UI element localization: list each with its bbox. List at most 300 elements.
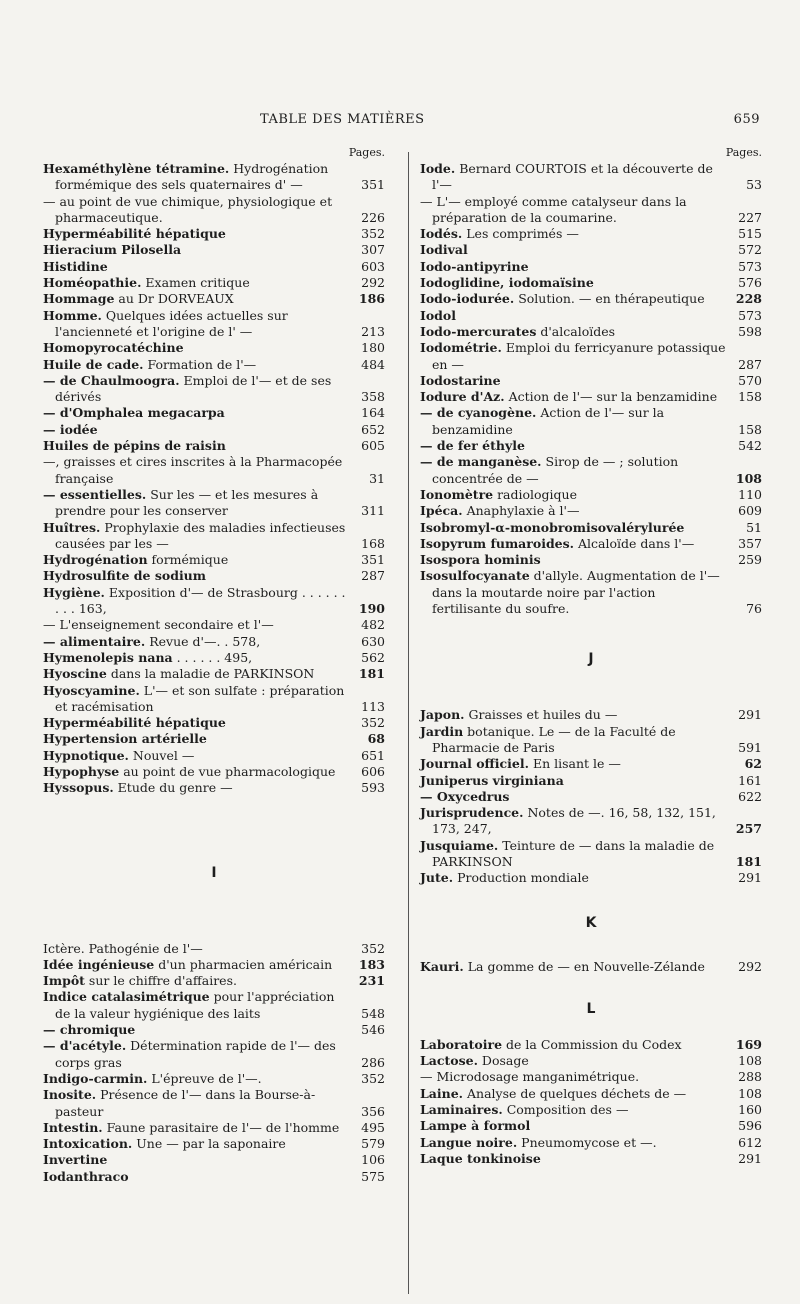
entry-page: 227	[738, 209, 762, 225]
entry-page: 598	[738, 323, 762, 339]
entry-description: — L'enseignement secondaire et l'—	[43, 617, 274, 633]
entry-text	[420, 1069, 728, 1085]
entry-heading: Journal officiel.	[420, 756, 529, 772]
entry-description: Emploi du ferricyanure potassique en —	[432, 340, 726, 372]
entry-page: 593	[361, 780, 385, 796]
pages-label: Pages.	[725, 146, 762, 159]
entry-heading: Hypophyse	[43, 763, 120, 779]
entry-page: 596	[738, 1118, 762, 1134]
entry-text	[420, 568, 728, 617]
entry-page: 108	[735, 470, 762, 486]
entry-page: 161	[738, 772, 762, 788]
entry-text	[420, 536, 728, 552]
entry-page: 482	[361, 617, 385, 633]
entry-description: Prophylaxie des maladies infectieuses causées par les —	[55, 519, 346, 551]
index-entry	[420, 454, 762, 487]
index-entry	[420, 756, 762, 772]
entry-heading: — alimentaire.	[43, 633, 146, 649]
entry-page: 286	[361, 1054, 385, 1070]
index-entry	[420, 291, 762, 307]
entry-text	[420, 756, 728, 772]
index-entry	[420, 226, 762, 242]
index-entry	[420, 1151, 762, 1167]
entry-page: 291	[738, 1150, 762, 1166]
entry-page: 160	[738, 1102, 762, 1118]
entry-page: 603	[361, 258, 385, 274]
right-column	[420, 145, 762, 1167]
entry-text	[43, 989, 351, 1022]
index-entry	[43, 957, 385, 973]
entry-description: Détermination rapide de l'— des corps gras	[55, 1038, 336, 1070]
entry-description: d'allyle. Augmentation de l'— dans la moutarde noire par l'action fertilisante du soufre.	[432, 568, 720, 617]
index-entry	[43, 634, 385, 650]
index-entry	[420, 870, 762, 886]
index-entry	[420, 1069, 762, 1085]
entry-heading: Hyssopus.	[43, 780, 114, 796]
entry-text	[420, 724, 728, 757]
entry-heading: Langue noire.	[420, 1134, 518, 1150]
section-letter-i: I	[211, 864, 217, 881]
entry-description: Production mondiale	[453, 870, 589, 886]
index-entry	[420, 324, 762, 340]
entry-description: Composition des —	[502, 1102, 629, 1118]
entry-heading: Iodo-antipyrine	[420, 258, 529, 274]
index-entry	[420, 275, 762, 291]
entry-heading: Jute.	[420, 870, 454, 886]
entry-page: 287	[738, 356, 762, 372]
left-column	[43, 145, 385, 1185]
entry-page: 113	[361, 698, 385, 714]
entry-description: Ictère. Pathogénie de l'—	[43, 940, 203, 956]
entry-page: 591	[738, 739, 762, 755]
entry-text	[43, 780, 351, 796]
entry-heading: Indice catalasimétrique	[43, 989, 210, 1005]
entry-heading: Huiles de pépins de raisin	[43, 438, 226, 454]
entry-text	[420, 1118, 728, 1134]
entry-text	[43, 1038, 351, 1071]
entry-description: pour l'appréciation de la valeur hygiénique des laits	[55, 989, 335, 1021]
entry-description: Présence de l'— dans la Bourse-à-pasteur	[55, 1087, 316, 1119]
index-entry	[43, 308, 385, 341]
entry-heading: Hyperméabilité hépatique	[43, 715, 226, 731]
entry-description: Nouvel —	[128, 747, 195, 763]
entry-description: au Dr DORVEAUX	[114, 291, 234, 307]
entry-heading: Hommage	[43, 291, 115, 307]
entry-page: 257	[735, 821, 762, 837]
entry-page: 31	[369, 470, 385, 486]
entry-heading: Hypnotique.	[43, 747, 129, 763]
entry-heading: Hyoscyamine.	[43, 682, 140, 698]
entry-description: dans la maladie de PARKINSON	[106, 666, 315, 682]
entry-description: Action de l'— sur la benzamidine	[432, 405, 665, 437]
entry-page: 158	[738, 421, 762, 437]
entry-page: 186	[358, 291, 385, 307]
entry-heading: Iodostarine	[420, 372, 501, 388]
entry-heading: Homme.	[43, 307, 102, 323]
entry-description: de la Commission du Codex	[502, 1036, 682, 1052]
index-entry	[420, 536, 762, 552]
entry-text	[420, 1053, 728, 1069]
entry-text	[420, 1086, 728, 1102]
entry-page: 110	[738, 486, 762, 502]
entry-heading: Lactose.	[420, 1053, 478, 1069]
entry-heading: Inosite.	[43, 1087, 97, 1103]
entry-description: Graisses et huiles du —	[464, 707, 618, 723]
entry-list-l	[420, 1037, 762, 1167]
entry-text	[43, 973, 351, 989]
entry-text	[420, 1102, 728, 1118]
entry-list-k	[420, 959, 762, 975]
index-entry	[420, 340, 762, 373]
entry-heading: Kauri.	[420, 958, 464, 974]
entry-page: 562	[361, 649, 385, 665]
entry-description: Hydrogénation formémique des sels quaternaires d' —	[55, 161, 329, 193]
index-entry	[420, 308, 762, 324]
entry-heading: Huîtres.	[43, 519, 101, 535]
entry-text	[420, 291, 728, 307]
entry-description: Analyse de quelques déchets de —	[463, 1085, 687, 1101]
entry-text	[43, 683, 351, 716]
pages-label: Pages.	[348, 146, 385, 159]
index-entry	[420, 838, 762, 871]
entry-text	[43, 1071, 351, 1087]
entry-page: 183	[358, 956, 385, 972]
index-entry	[420, 438, 762, 454]
entry-text	[420, 194, 728, 227]
entry-page: 515	[738, 226, 762, 242]
index-entry	[420, 1086, 762, 1102]
entry-page: 307	[361, 242, 385, 258]
entry-page: 575	[361, 1168, 385, 1184]
index-entry	[43, 941, 385, 957]
section-letter-k: K	[585, 914, 597, 931]
entry-page: 548	[361, 1005, 385, 1021]
entry-heading: — iodée	[43, 421, 98, 437]
entry-text	[43, 308, 351, 341]
entry-heading: Homéopathie.	[43, 275, 142, 291]
entry-description: L'épreuve de l'—.	[147, 1070, 262, 1086]
entry-text	[420, 520, 728, 536]
entry-text	[43, 617, 351, 633]
entry-heading: Huile de cade.	[43, 356, 144, 372]
entry-text	[43, 438, 351, 454]
entry-text	[43, 731, 351, 747]
entry-page: 352	[361, 940, 385, 956]
index-entry	[43, 650, 385, 666]
entry-text	[420, 1135, 728, 1151]
index-entry	[43, 568, 385, 584]
entry-heading: — de Chaulmoogra.	[43, 372, 180, 388]
entry-description: Une — par la saponaire	[132, 1136, 286, 1152]
entry-heading: Iodo-mercurates	[420, 323, 537, 339]
entry-text	[420, 959, 728, 975]
entry-page: 495	[361, 1119, 385, 1135]
entry-text	[420, 870, 728, 886]
entry-heading: Hydrogénation	[43, 552, 148, 568]
entry-text	[43, 520, 351, 553]
entry-text	[43, 161, 351, 194]
entry-description: — au point de vue chimique, physiologique et pharmaceutique.	[43, 193, 333, 225]
entry-page: 605	[361, 438, 385, 454]
entry-page: 228	[735, 291, 762, 307]
entry-text	[43, 957, 351, 973]
entry-heading: Hexaméthylène tétramine.	[43, 161, 230, 176]
entry-text	[420, 707, 728, 723]
index-entry	[420, 707, 762, 723]
entry-text	[43, 357, 351, 373]
index-entry	[420, 789, 762, 805]
entry-text	[43, 634, 351, 650]
entry-page: 576	[738, 275, 762, 291]
index-entry	[43, 454, 385, 487]
entry-page: 652	[361, 421, 385, 437]
entry-description: La gomme de — en Nouvelle-Zélande	[463, 958, 705, 974]
index-entry	[43, 226, 385, 242]
entry-description: Examen critique	[141, 275, 250, 291]
entry-text	[420, 275, 728, 291]
entry-heading: Hymenolepis nana	[43, 649, 173, 665]
entry-heading: Iodanthraco	[43, 1168, 129, 1184]
entry-description: Solution. — en thérapeutique	[514, 291, 705, 307]
entry-text	[43, 650, 351, 666]
entry-description: radiologique	[493, 486, 578, 502]
entry-page: 68	[367, 731, 385, 747]
entry-page: 190	[358, 601, 385, 617]
entry-heading: Hieracium Pilosella	[43, 242, 182, 258]
entry-heading: Iodure d'Az.	[420, 389, 505, 405]
entry-heading: Isospora hominis	[420, 552, 541, 568]
entry-page: 106	[361, 1152, 385, 1168]
entry-page: 352	[361, 715, 385, 731]
entry-page: 231	[358, 973, 385, 989]
entry-description: Quelques idées actuelles sur l'ancienneté et l'origine de l' —	[55, 307, 288, 339]
entry-text	[420, 438, 728, 454]
entry-description: d'un pharmacien américain	[154, 956, 333, 972]
entry-text	[43, 715, 351, 731]
entry-heading: — de cyanogène.	[420, 405, 537, 421]
entry-text	[420, 161, 728, 194]
entry-text	[43, 291, 351, 307]
section-letter-j: J	[588, 651, 594, 668]
entry-text	[43, 226, 351, 242]
entry-heading: — d'acétyle.	[43, 1038, 127, 1054]
entry-page: 630	[361, 633, 385, 649]
entry-heading: Hydrosulfite de sodium	[43, 568, 207, 584]
entry-page: 351	[361, 552, 385, 568]
index-entry	[43, 291, 385, 307]
entry-text	[420, 503, 728, 519]
entry-text	[420, 259, 728, 275]
entry-description: Etude du genre —	[113, 780, 233, 796]
entry-description: Dosage	[477, 1053, 529, 1069]
entry-heading: Idée ingénieuse	[43, 956, 155, 972]
entry-text	[43, 748, 351, 764]
entry-heading: Juniperus virginiana	[420, 772, 564, 788]
index-entry	[420, 1053, 762, 1069]
entry-description: Notes de —. 16, 58, 132, 151, 173, 247,	[432, 805, 716, 837]
entry-text	[420, 226, 728, 242]
index-entry	[420, 259, 762, 275]
entry-page: 169	[735, 1036, 762, 1052]
entry-text	[43, 422, 351, 438]
entry-heading: Lampe à formol	[420, 1118, 531, 1134]
entry-heading: — essentielles.	[43, 486, 147, 502]
entry-page: 358	[361, 389, 385, 405]
entry-page: 292	[361, 275, 385, 291]
entry-page: 570	[738, 372, 762, 388]
index-entry	[43, 487, 385, 520]
entry-page: 291	[738, 707, 762, 723]
entry-text	[420, 838, 728, 871]
entry-heading: Laque tonkinoise	[420, 1150, 541, 1166]
index-entry	[420, 805, 762, 838]
entry-heading: Jurisprudence.	[420, 805, 524, 821]
entry-page: 181	[358, 666, 385, 682]
entry-heading: Iodés.	[420, 226, 463, 242]
entry-text	[420, 552, 728, 568]
index-entry	[43, 161, 385, 194]
entry-heading: Jardin	[420, 723, 464, 739]
entry-page: 351	[361, 177, 385, 193]
entry-heading: Japon.	[420, 707, 465, 723]
index-entry	[420, 1135, 762, 1151]
entry-list-j	[420, 707, 762, 886]
entry-heading: Iodo-iodurée.	[420, 291, 515, 307]
entry-page: 579	[361, 1136, 385, 1152]
index-entry	[43, 552, 385, 568]
entry-page: 572	[738, 242, 762, 258]
entry-text	[420, 373, 728, 389]
entry-page: 573	[738, 258, 762, 274]
entry-description: Anaphylaxie à l'—	[462, 503, 580, 519]
entry-heading: Laboratoire	[420, 1036, 503, 1052]
entry-heading: Impôt	[43, 973, 85, 989]
index-entry	[43, 405, 385, 421]
entry-page: 606	[361, 763, 385, 779]
entry-page: 352	[361, 1070, 385, 1086]
entry-page: 573	[738, 307, 762, 323]
entry-page: 213	[361, 323, 385, 339]
page-number: 659	[733, 112, 760, 127]
entry-heading: — Oxycedrus	[420, 788, 510, 804]
entry-heading: Laine.	[420, 1085, 464, 1101]
entry-description: L'— et son sulfate : préparation et racémisation	[55, 682, 345, 714]
entry-description: — L'— employé comme catalyseur dans la préparation de la coumarine.	[420, 193, 687, 225]
entry-page: 542	[738, 438, 762, 454]
entry-heading: Histidine	[43, 258, 108, 274]
entry-page: 651	[361, 747, 385, 763]
section-letter-l: L	[586, 1000, 596, 1017]
entry-page: 356	[361, 1103, 385, 1119]
entry-heading: Isopyrum fumaroides.	[420, 535, 575, 551]
entry-text	[420, 242, 728, 258]
entry-text	[43, 1136, 351, 1152]
entry-description: Bernard COURTOIS et la découverte de l'—	[432, 161, 713, 193]
entry-page: 51	[746, 519, 762, 535]
entry-page: 108	[738, 1085, 762, 1101]
entry-text	[420, 324, 728, 340]
index-entry	[43, 666, 385, 682]
entry-description: sur le chiffre d'affaires.	[84, 973, 237, 989]
entry-text	[43, 666, 351, 682]
entry-description: d'alcaloïdes	[536, 323, 616, 339]
entry-text	[43, 941, 351, 957]
entry-heading: Iodométrie.	[420, 340, 502, 356]
entry-heading: Jusquiame.	[420, 837, 499, 853]
entry-page: 311	[361, 503, 385, 519]
entry-text	[43, 454, 351, 487]
entry-heading: Indigo-carmin.	[43, 1070, 148, 1086]
entry-page: 62	[744, 756, 762, 772]
index-entry	[420, 487, 762, 503]
index-entry	[43, 585, 385, 618]
index-entry	[420, 959, 762, 975]
entry-page: 226	[361, 209, 385, 225]
index-entry	[43, 1169, 385, 1185]
entry-text	[43, 1120, 351, 1136]
entry-description: . . . . . . 495,	[172, 649, 253, 665]
entry-description: au point de vue pharmacologique	[119, 763, 336, 779]
entry-description: — Microdosage manganimétrique.	[420, 1069, 640, 1085]
index-entry	[43, 1071, 385, 1087]
running-header	[30, 112, 770, 132]
entry-text	[420, 805, 728, 838]
index-entry	[43, 275, 385, 291]
index-entry	[43, 683, 385, 716]
entry-text	[43, 487, 351, 520]
index-entry	[420, 773, 762, 789]
index-entry	[43, 989, 385, 1022]
entry-heading: Isosulfocyanate	[420, 568, 530, 584]
entry-text	[43, 552, 351, 568]
index-entry	[420, 194, 762, 227]
index-entry	[43, 1120, 385, 1136]
entry-text	[420, 308, 728, 324]
index-entry	[43, 748, 385, 764]
entry-text	[43, 405, 351, 421]
entry-text	[420, 405, 728, 438]
entry-page: 622	[738, 788, 762, 804]
entry-description: formémique	[147, 552, 229, 568]
entry-text	[43, 242, 351, 258]
entry-list-i	[43, 941, 385, 1185]
entry-text	[420, 340, 728, 373]
entry-heading: Iodival	[420, 242, 468, 258]
index-entry	[43, 973, 385, 989]
entry-text	[43, 340, 351, 356]
index-entry	[420, 1102, 762, 1118]
entry-heading: Laminaires.	[420, 1102, 503, 1118]
entry-description: Faune parasitaire de l'— de l'homme	[102, 1119, 340, 1135]
entry-page: 168	[361, 535, 385, 551]
entry-page: 108	[738, 1053, 762, 1069]
entry-list	[43, 161, 385, 797]
entry-heading: — de fer éthyle	[420, 438, 525, 454]
index-entry	[420, 503, 762, 519]
entry-heading: Intoxication.	[43, 1136, 133, 1152]
column-divider	[408, 152, 409, 1294]
entry-heading: Hypertension artérielle	[43, 731, 207, 747]
entry-heading: Ionomètre	[420, 486, 494, 502]
entry-heading: Hyoscine	[43, 666, 107, 682]
index-entry	[420, 161, 762, 194]
entry-text	[43, 1169, 351, 1185]
entry-description: —, graisses et cires inscrites à la Pharmacopée française	[43, 454, 343, 486]
entry-text	[420, 1037, 728, 1053]
entry-text	[43, 1152, 351, 1168]
entry-page: 287	[361, 568, 385, 584]
running-title: TABLE DES MATIÈRES	[260, 112, 425, 127]
